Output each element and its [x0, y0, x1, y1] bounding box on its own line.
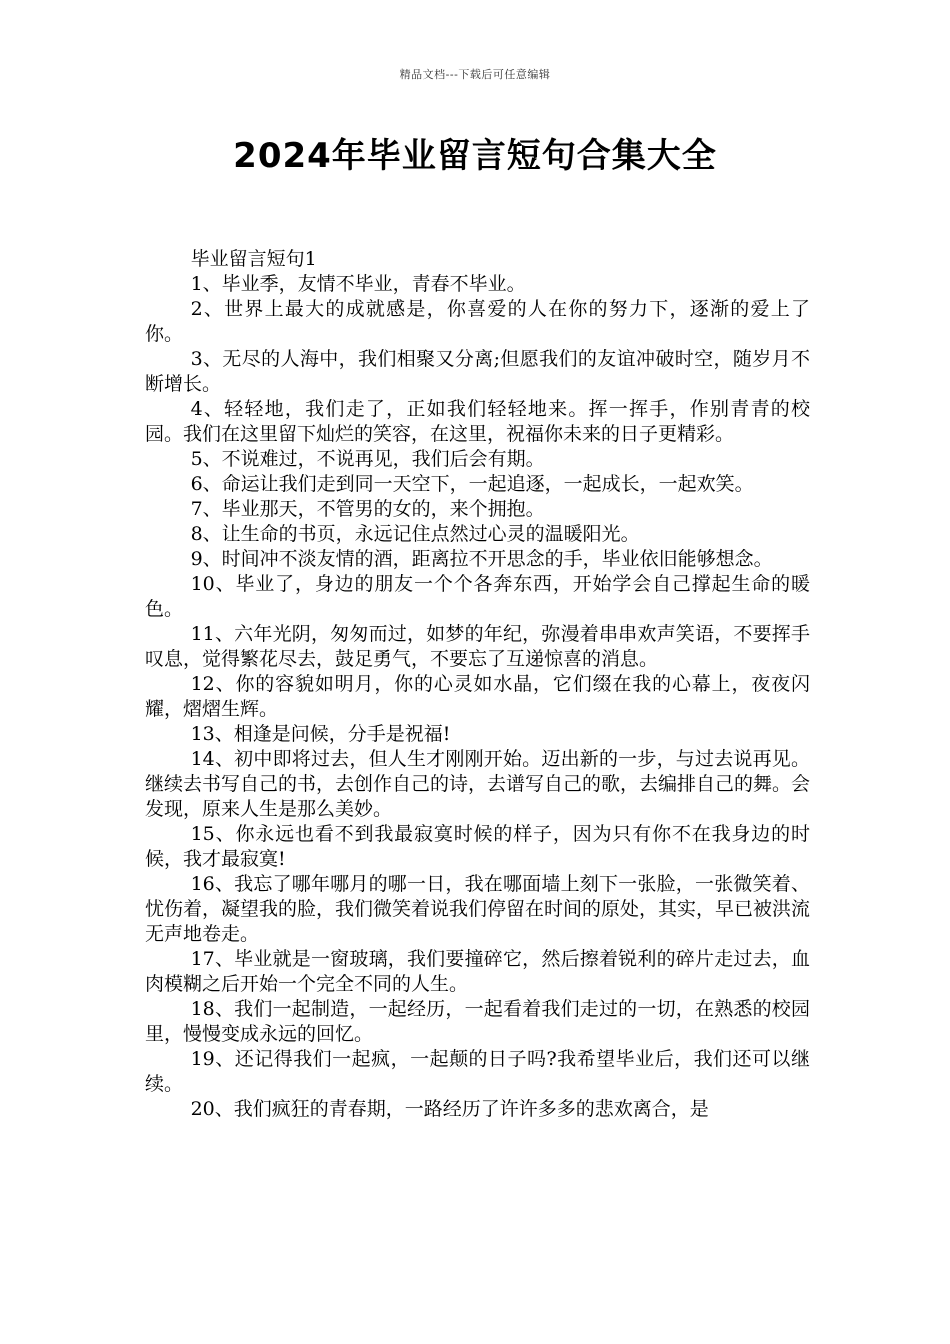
paragraph: 9、时间冲不淡友情的酒，距离拉不开思念的手，毕业依旧能够想念。 [190, 548, 773, 570]
paragraph: 12、你的容貌如明月，你的心灵如水晶，它们缀在我的心幕上，夜夜闪耀，熠熠生辉。 [145, 673, 810, 720]
paragraph: 18、我们一起制造，一起经历，一起看着我们走过的一切，在熟悉的校园里，慢慢变成永远的回忆。 [145, 998, 810, 1045]
paragraph: 16、我忘了哪年哪月的哪一日，我在哪面墙上刻下一张脸，一张微笑着、忧伤着，凝望我的脸，我们微笑着说我们停留在时间的原处，其实，早已被洪流无声地卷走。 [145, 873, 811, 945]
paragraph: 14、初中即将过去，但人生才刚刚开始。迈出新的一步，与过去说再见。继续去书写自己的书，去创作自己的诗，去谱写自己的歌，去编排自己的舞。会发现，原来人生是那么美妙。 [145, 748, 811, 820]
document-body [145, 247, 810, 1122]
section-heading: 毕业留言短句1 [190, 248, 317, 270]
paragraph: 6、命运让我们走到同一天空下，一起追逐，一起成长，一起欢笑。 [190, 473, 754, 495]
paragraph: 17、毕业就是一窗玻璃，我们要撞碎它，然后擦着锐利的碎片走过去，血肉模糊之后开始一个完全不同的人生。 [145, 948, 810, 995]
paragraph: 15、你永远也看不到我最寂寞时候的样子，因为只有你不在我身边的时候，我才最寂寞! [145, 823, 810, 870]
paragraph: 4、轻轻地，我们走了，正如我们轻轻地来。挥一挥手，作别青青的校园。我们在这里留下灿烂的笑容，在这里，祝福你未来的日子更精彩。 [145, 398, 810, 445]
paragraph: 8、让生命的书页，永远记住点然过心灵的温暖阳光。 [190, 523, 640, 545]
paragraph: 2、世界上最大的成就感是，你喜爱的人在你的努力下，逐渐的爱上了你。 [145, 298, 810, 345]
paragraph: 3、无尽的人海中，我们相聚又分离;但愿我们的友谊冲破时空，随岁月不断增长。 [145, 348, 810, 395]
paragraph: 19、还记得我们一起疯，一起颠的日子吗?我希望毕业后，我们还可以继续。 [145, 1048, 810, 1095]
paragraph: 1、毕业季，友情不毕业，青春不毕业。 [190, 273, 526, 295]
paragraph: 7、毕业那天，不管男的女的，来个拥抱。 [190, 498, 545, 520]
paragraph: 20、我们疯狂的青春期，一路经历了许许多多的悲欢离合，是 [190, 1098, 709, 1120]
paragraph: 11、六年光阴，匆匆而过，如梦的年纪，弥漫着串串欢声笑语，不要挥手叹息，觉得繁花尽去，鼓足勇气，不要忘了互递惊喜的消息。 [145, 623, 810, 670]
paragraph: 5、不说难过，不说再见，我们后会有期。 [190, 448, 545, 470]
header-note: 精品文档---下载后可任意编辑 [399, 68, 551, 81]
paragraph: 10、毕业了，身边的朋友一个个各奔东西，开始学会自己撑起生命的暖色。 [145, 573, 810, 620]
paragraph: 13、相逢是问候，分手是祝福! [190, 723, 451, 745]
document-title: 2024年毕业留言短句合集大全 [233, 136, 717, 176]
